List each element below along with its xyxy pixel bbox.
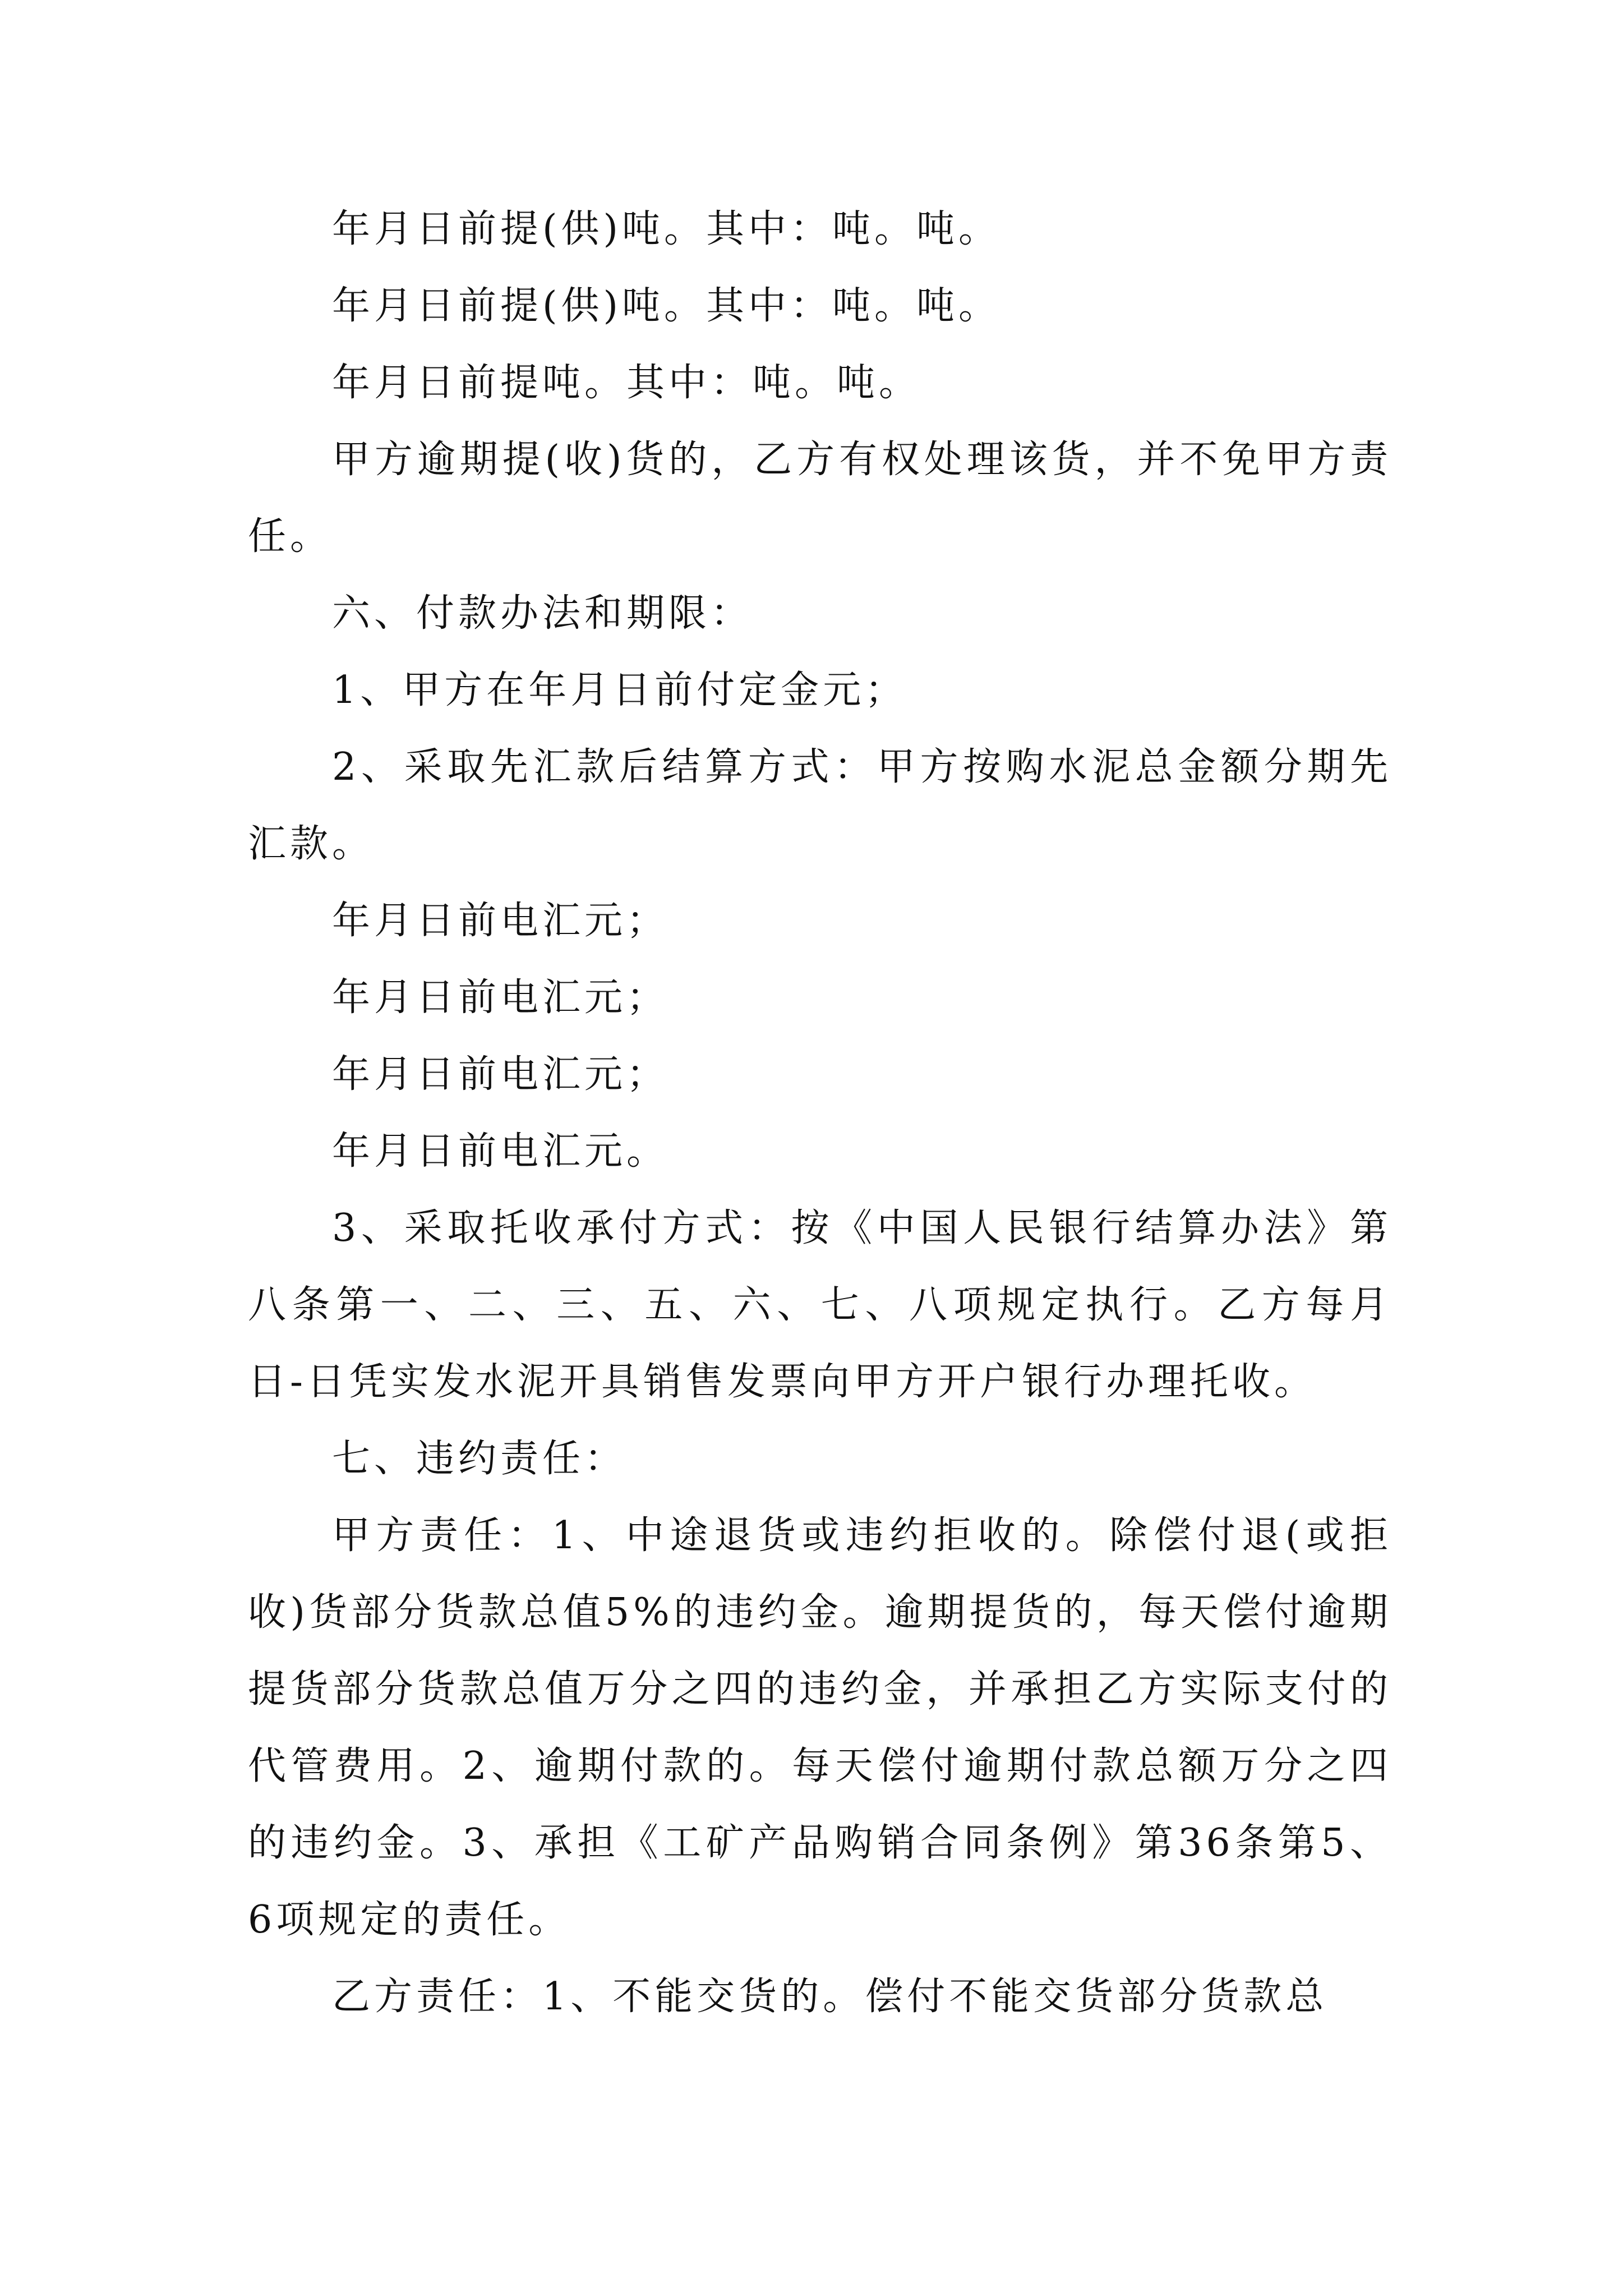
paragraph-wire-transfer-1: 年月日前电汇元； xyxy=(332,899,669,943)
section-heading-liability: 七、违约责任： xyxy=(332,1437,627,1481)
paragraph-delivery-schedule-2: 年月日前提(供)吨。其中：吨。吨。 xyxy=(332,284,1001,328)
paragraph-party-b-liability: 乙方责任：1、不能交货的。偿付不能交货部分货款总 xyxy=(332,1975,1328,2019)
paragraph-late-pickup: 甲方逾期提(收)货的，乙方有权处理该货，并不免甲方责任。 xyxy=(248,438,1392,559)
paragraph-deposit: 1、甲方在年月日前付定金元； xyxy=(332,668,907,712)
document-body xyxy=(248,191,1392,2035)
section-heading-payment: 六、付款办法和期限： xyxy=(332,591,753,636)
paragraph-delivery-schedule-1: 年月日前提(供)吨。其中：吨。吨。 xyxy=(332,207,1001,251)
paragraph-wire-transfer-2: 年月日前电汇元； xyxy=(332,976,669,1020)
paragraph-wire-transfer-4: 年月日前电汇元。 xyxy=(332,1129,669,1174)
paragraph-delivery-schedule-3: 年月日前提吨。其中：吨。吨。 xyxy=(332,361,921,405)
paragraph-party-a-liability: 甲方责任：1、中途退货或违约拒收的。除偿付退(或拒收)货部分货款总值5%的违约金。逾期提货的，每天偿付逾期提货部分货款总值万分之四的违约金，并承担乙方实际支付的代管费用。2、逾期付款的。每天偿付逾期付款总额万分之四的违约金。3、承担《工矿产品购销合同条例》第36条第5、6项规定的责任。 xyxy=(248,1513,1392,1942)
paragraph-prepayment: 2、采取先汇款后结算方式：甲方按购水泥总金额分期先汇款。 xyxy=(248,745,1392,866)
paragraph-wire-transfer-3: 年月日前电汇元； xyxy=(332,1052,669,1097)
paragraph-collection-method: 3、采取托收承付方式：按《中国人民银行结算办法》第八条第一、二、三、五、六、七、八项规定执行。乙方每月日-日凭实发水泥开具销售发票向甲方开户银行办理托收。 xyxy=(248,1206,1392,1404)
